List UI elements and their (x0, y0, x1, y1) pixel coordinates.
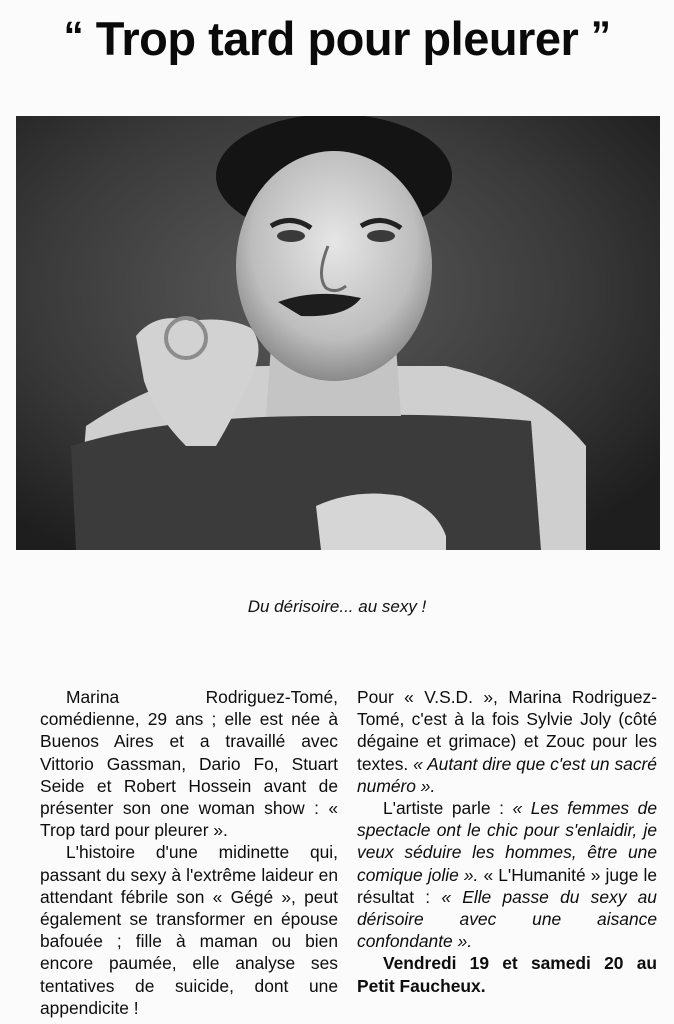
humanite-quote: « Elle passe du sexy au dérisoire avec une aisance confondante ». (357, 886, 657, 952)
paragraph-story: L'histoire d'une midinette qui, passant du sexy à l'extrême laideur en attendant fébrile son « Gégé », peut également se transformer en épouse bafouée ; fille à maman ou bien encore paumée, elle analyse ses tentatives de suicide, dont une appendicite ! (40, 842, 338, 1018)
headline (0, 6, 674, 69)
humanite-intro: « L'Humanité » juge le résultat : (357, 864, 657, 907)
headline-open-quote: “ (63, 14, 84, 58)
performer-portrait-image (16, 116, 660, 550)
paragraph-intro: Marina Rodriguez-Tomé, comédienne, 29 ans ; elle est née à Buenos Aires et a travaillé avec Vittorio Gassman, Dario Fo, Stuart Seide et Robert Hossein avant de présenter son one woman show : « Trop tard pour pleurer ». (40, 687, 338, 841)
headline-text: Trop tard pour pleurer (95, 12, 579, 65)
article-column-2 (357, 686, 657, 997)
vsd-quote-text: Pour « V.S.D. », Marina Rodriguez-Tomé, c'est à la fois Sylvie Joly (côté dégaine et grimace) et Zouc pour les textes. (357, 687, 657, 774)
article-column-1 (40, 686, 338, 1019)
artist-quote: « Les femmes de spectacle ont le chic pour s'enlaidir, je veux séduire les hommes, être une comique jolie ». (357, 798, 657, 885)
paragraph-artist-speaks (357, 797, 657, 952)
artist-intro: L'artiste parle : (383, 798, 504, 819)
paragraph-press-vsd (357, 686, 657, 797)
show-dates: Vendredi 19 et samedi 20 au Petit Faucheux. (357, 953, 657, 996)
vsd-quote-italic: « Autant dire que c'est un sacré numéro ». (357, 753, 657, 796)
article-photo (16, 116, 660, 550)
photo-caption: Du dérisoire... au sexy ! (247, 597, 427, 616)
headline-close-quote: ” (590, 14, 611, 58)
